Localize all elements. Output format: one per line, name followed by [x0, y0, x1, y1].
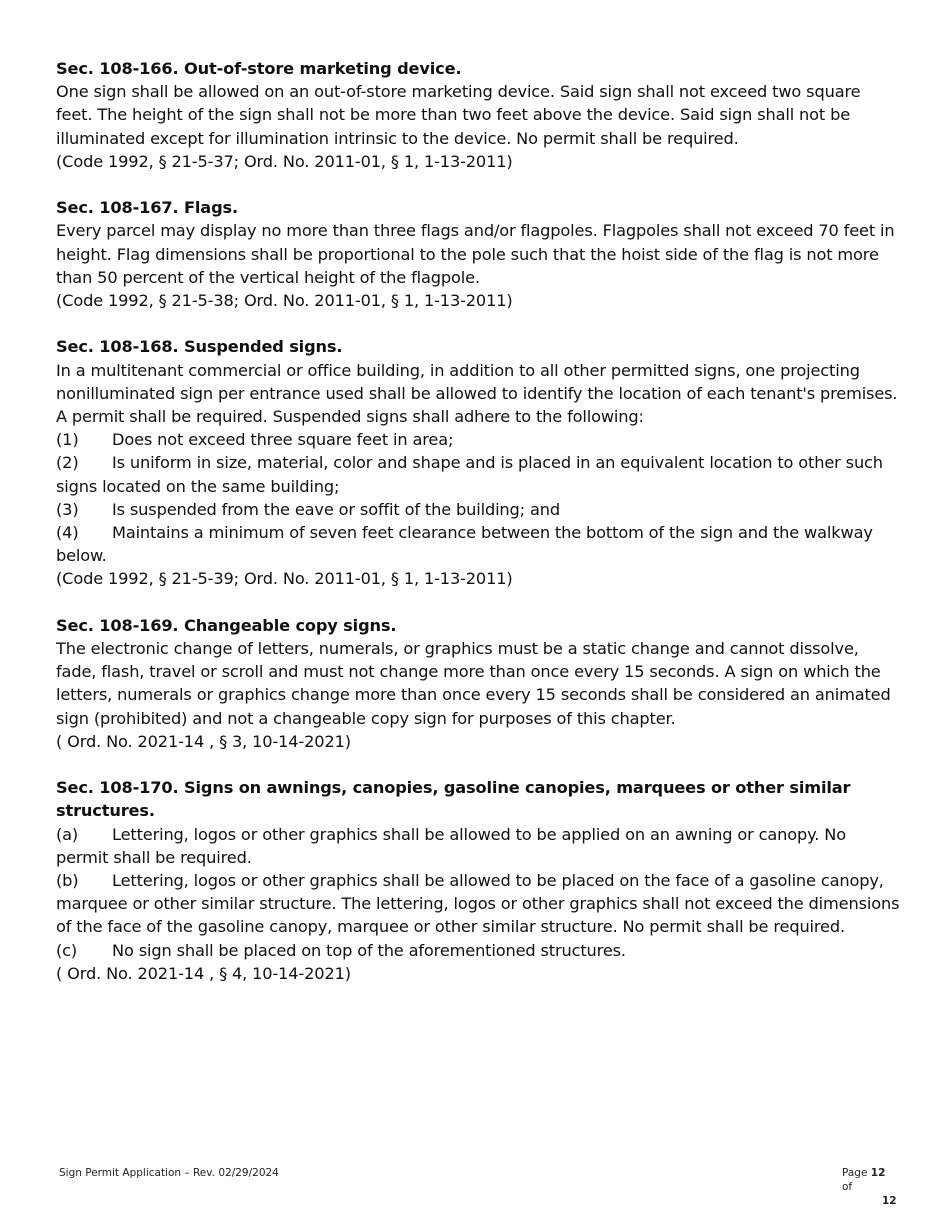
section-heading: Sec. 108-166. Out-of-store marketing device.: [56, 59, 462, 78]
section-paragraph: In a multitenant commercial or office building, in addition to all other permitted signs, one projecting nonilluminated sign per entrance used shall be allowed to identify the location of each tenant's premises. A permit shall be required. Suspended signs shall adhere to the following:: [56, 360, 898, 427]
section-108-170: [56, 776, 900, 985]
list-item-text: Does not exceed three square feet in area;: [112, 430, 454, 450]
section-heading: Sec. 108-170. Signs on awnings, canopies, gasoline canopies, marquees or other similar structures.: [56, 778, 851, 821]
list-item: [56, 451, 900, 497]
section-citation: (Code 1992, § 21-5-38; Ord. No. 2011-01, § 1, 1-13-2011): [56, 291, 513, 311]
section-heading: Sec. 108-168. Suspended signs.: [56, 337, 343, 357]
list-item: [56, 823, 900, 869]
page-current: 12: [870, 1167, 886, 1179]
section-heading: Sec. 108-169. Changeable copy signs.: [56, 615, 397, 635]
list-item-number: (a): [56, 824, 79, 844]
list-item-text: Is suspended from the eave or soffit of the building; and: [112, 499, 560, 519]
section-citation: ( Ord. No. 2021-14 , § 3, 10-14-2021): [56, 731, 351, 751]
list-item-text: Is uniform in size, material, color and shape and is placed in an equivalent location to other such signs located on the same building;: [56, 453, 883, 496]
section-citation: ( Ord. No. 2021-14 , § 4, 10-14-2021): [56, 963, 351, 983]
section-citation: (Code 1992, § 21-5-39; Ord. No. 2011-01, § 1, 1-13-2011): [56, 569, 513, 589]
list-item-number: (1): [56, 430, 79, 450]
section-108-169: [56, 614, 900, 753]
list-item-text: Lettering, logos or other graphics shall be allowed to be applied on an awning or canopy. No permit shall be required.: [56, 824, 846, 867]
section-108-168: [56, 335, 900, 590]
page-label: Page: [842, 1167, 868, 1179]
footer-document-title: Sign Permit Application – Rev. 02/29/2024: [59, 1167, 279, 1179]
section-citation: (Code 1992, § 21-5-37; Ord. No. 2011-01, § 1, 1-13-2011): [56, 151, 513, 171]
list-item-text: Maintains a minimum of seven feet clearance between the bottom of the sign and the walkway below.: [56, 523, 873, 566]
section-108-167: [56, 196, 900, 312]
section-paragraph: One sign shall be allowed on an out-of-store marketing device. Said sign shall not exceed two square feet. The height of the sign shall not be more than two feet above the device. Said sign shall not be illuminated except for illumination intrinsic to the device. No permit shall be required.: [56, 82, 861, 148]
list-item-number: (3): [56, 499, 79, 519]
list-item: [56, 498, 900, 521]
list-item-text: Lettering, logos or other graphics shall be allowed to be placed on the face of a gasoline canopy, marquee or other similar structure. The lettering, logos or other graphics shall not exceed the dimensions of the face of the gasoline canopy, marquee or other similar structure. No permit shall be required.: [56, 871, 900, 937]
page-of: of: [842, 1181, 853, 1193]
list-item: [56, 869, 900, 939]
list-item: [56, 521, 900, 567]
footer-page-number: [842, 1166, 898, 1208]
page-total: 12: [882, 1195, 897, 1207]
list-item: [56, 428, 900, 451]
list-item: [56, 939, 900, 962]
section-paragraph: The electronic change of letters, numerals, or graphics must be a static change and cannot dissolve, fade, flash, travel or scroll and must not change more than once every 15 seconds. A sign on which the letters, numerals or graphics change more than once every 15 seconds shall be considered an animated sign (prohibited) and not a changeable copy sign for purposes of this chapter.: [56, 639, 891, 728]
list-item-number: (b): [56, 871, 79, 891]
section-108-166: [56, 57, 900, 173]
section-heading: Sec. 108-167. Flags.: [56, 198, 239, 218]
list-item-number: (4): [56, 523, 79, 543]
list-item-text: No sign shall be placed on top of the aforementioned structures.: [112, 940, 626, 960]
document-body: [56, 57, 900, 1008]
section-paragraph: Every parcel may display no more than three flags and/or flagpoles. Flagpoles shall not exceed 70 feet in height. Flag dimensions shall be proportional to the pole such that the hoist side of the flag is not more than 50 percent of the vertical height of the flagpole.: [56, 221, 895, 287]
list-item-number: (c): [56, 940, 78, 960]
list-item-number: (2): [56, 453, 79, 473]
